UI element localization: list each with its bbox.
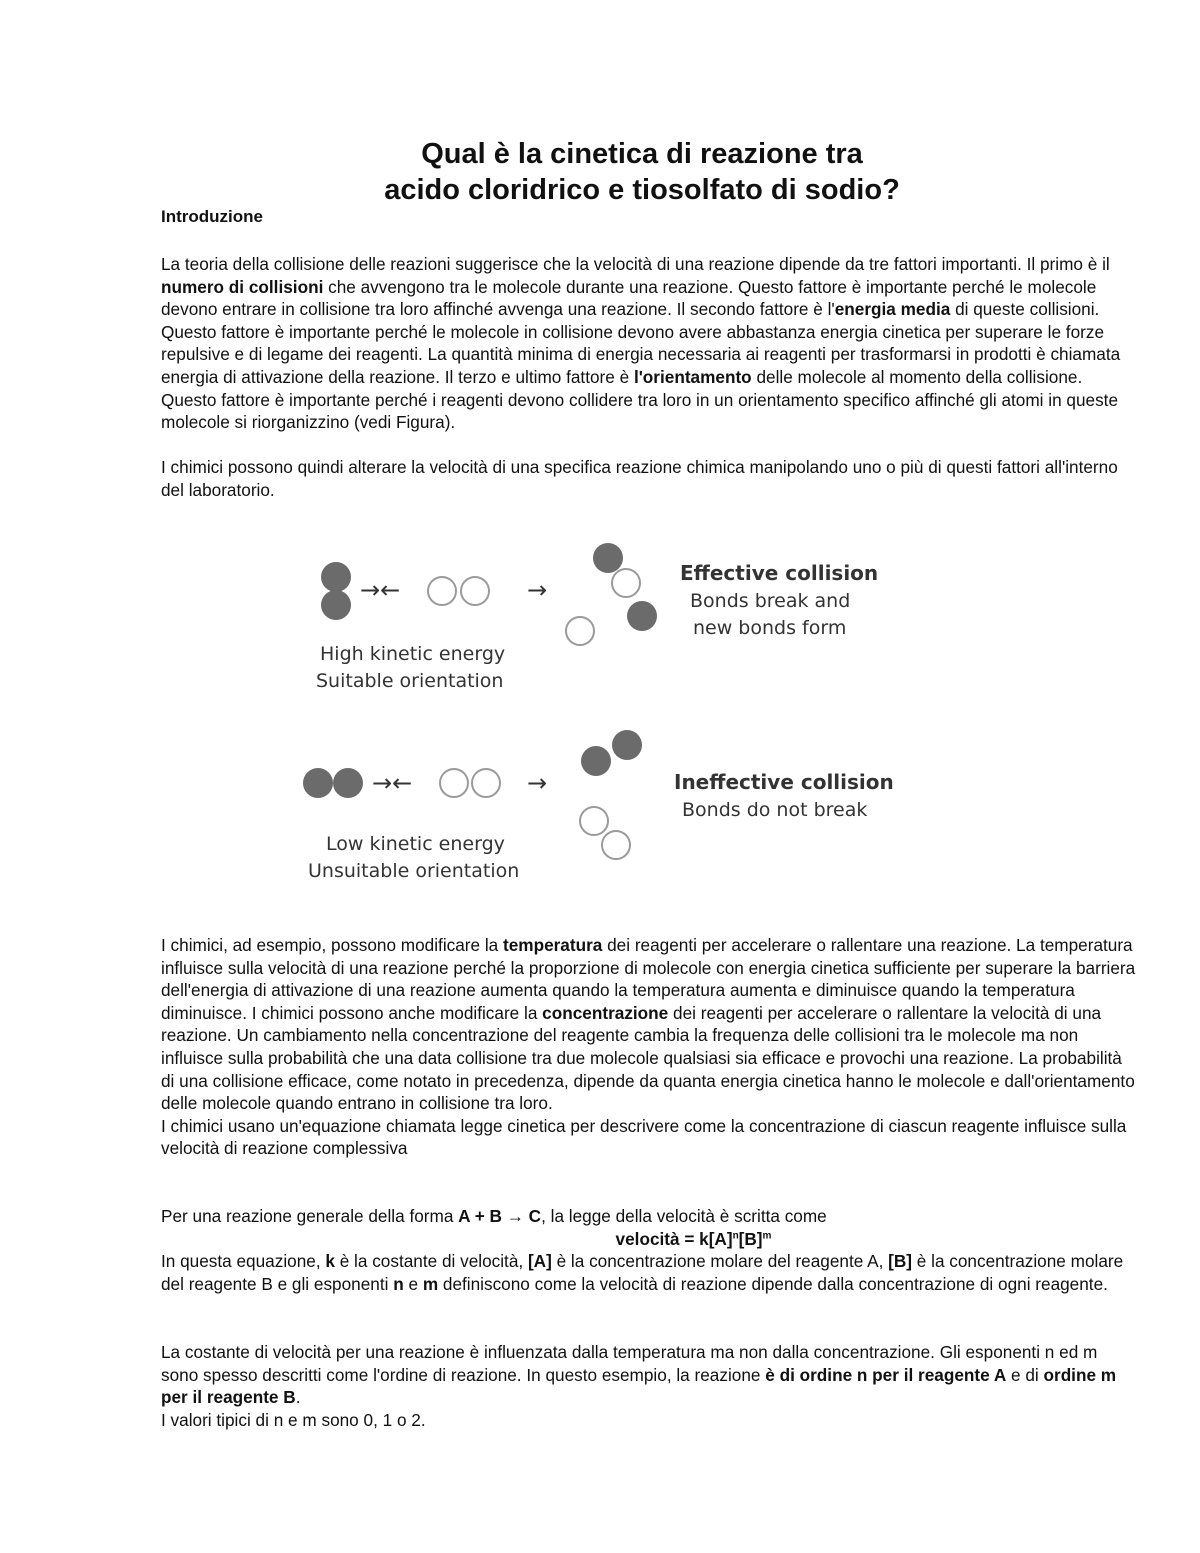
molecule-atom-filled <box>333 768 363 798</box>
molecule-atom-outline <box>428 577 456 605</box>
molecule-atom-outline <box>602 831 630 859</box>
ineffective-collision-line1: Bonds do not break <box>682 799 868 821</box>
bold-term: ordine m per il reagente B <box>161 1364 1117 1408</box>
paragraph-chemists-alter: I chimici possono quindi alterare la velocità di una specifica reazione chimica manipolando uno o più di questi fattori all'interno del laboratorio. <box>161 457 1118 500</box>
ineffective-collision-title: Ineffective collision <box>674 770 894 794</box>
suitable-orientation-caption: Suitable orientation <box>316 670 504 692</box>
paragraph-temperature-concentration: I chimici, ad esempio, possono modificare la temperatura dei reagenti per accelerare o rallentare una reazione. La temperatura influisce sulla velocità di una reazione perché la proporzione di molecole con energia cinetica sufficiente per superare la barriera dell'energia di attivazione di una reazione aumenta quando la temperatura aumenta e diminuisce quando la temperatura diminuisce. I chimici possono anche modificare la concentrazione dei reagenti per accelerare o rallentare la velocità di una reazione. Un cambiamento nella concentrazione del reagente cambia la frequenza delle collisioni tra le molecole ma non influisce sulla probabilità che una data collisione tra due molecole qualsiasi sia efficace e provochi una reazione. La probabilità di una collisione efficace, come notato in precedenza, dipende da quanta energia cinetica hanno le molecole e dall'orientamento delle molecole quando entrano in collisione tra loro. I chimici usano un'equazione chiamata legge cinetica per descrivere come la concentrazione di ciascun reagente influisce sulla velocità di reazione complessiva <box>161 935 1136 1159</box>
molecule-atom-outline <box>440 769 468 797</box>
result-arrow: → <box>527 769 548 797</box>
collision-diagram <box>290 535 910 895</box>
molecule-atom-filled <box>321 562 351 592</box>
bold-term: è di ordine n per il reagente A <box>765 1364 1007 1385</box>
collision-figure <box>290 535 910 895</box>
bold-term: energia media <box>834 299 951 320</box>
molecule-atom-filled <box>581 746 611 776</box>
unsuitable-orientation-caption: Unsuitable orientation <box>308 860 520 882</box>
molecule-atom-filled <box>303 768 333 798</box>
molecule-atom-outline <box>461 577 489 605</box>
low-energy-caption: Low kinetic energy <box>326 833 505 855</box>
paragraph-collision-theory: La teoria della collisione delle reazioni suggerisce che la velocità di una reazione dipende da tre fattori importanti. Il primo è il numero di collisioni che avvengono tra le molecole durante una reazione. Questo fattore è importante perché le molecole devono entrare in collisione tra loro affinché avvenga una reazione. Il secondo fattore è l'energia media di queste collisioni. Questo fattore è importante perché le molecole in collisione devono avere abbastanza energia cinetica per superare le forze repulsive e di legame dei reagenti. La quantità minima di energia necessaria ai reagenti per trasformarsi in prodotti è chiamata energia di attivazione della reazione. Il terzo e ultimo fattore è l'orientamento delle molecole al momento della collisione. Questo fattore è importante perché i reagenti devono collidere tra loro in un orientamento specifico affinché gli atomi in queste molecole si riorganizzino (vedi Figura). <box>161 254 1121 433</box>
page-title <box>0 136 1200 208</box>
title-line-2: acido cloridrico e tiosolfato di sodio? <box>384 174 900 206</box>
rate-law-equation: velocità = $k[A]^n[B]^m$ <box>615 1228 772 1249</box>
approach-arrows: →← <box>360 576 401 604</box>
bold-term: temperatura <box>503 935 603 955</box>
molecule-atom-filled <box>612 730 642 760</box>
reaction-equation: A + B → C <box>458 1206 542 1226</box>
intro-heading: Introduzione <box>161 207 263 226</box>
effective-collision-line2: new bonds form <box>693 617 847 639</box>
molecule-atom-outline <box>472 769 500 797</box>
molecule-atom-outline <box>580 807 608 835</box>
bold-term: l'orientamento <box>633 366 752 387</box>
result-arrow: → <box>527 576 548 604</box>
bold-term: numero di collisioni <box>161 276 324 297</box>
molecule-atom-filled <box>593 543 623 573</box>
title-line-1: Qual è la cinetica di reazione tra <box>421 138 863 170</box>
molecule-atom-filled <box>321 590 351 620</box>
approach-arrows: →← <box>372 769 413 797</box>
paragraph-rate-law: Per una reazione generale della forma A + B → C, la legge della velocità è scritta come velocità = $k[A]^n[B]^m$ In questa equazione, k è la costante di velocità, [A] è la concentrazione molare del reagente A, [B] è la concentrazione molare del reagente B e gli esponenti n e m definiscono come la velocità di reazione dipende dalla concentrazione di ogni reagente. <box>161 1205 1136 1295</box>
bold-term: concentrazione <box>542 1002 669 1023</box>
paragraph-reaction-order: La costante di velocità per una reazione è influenzata dalla temperatura ma non dalla concentrazione. Gli esponenti n ed m sono spesso descritti come l'ordine di reazione. In questo esempio, la reazione è di ordine n per il reagente A e di ordine m per il reagente B. I valori tipici di n e m sono 0, 1 o 2. <box>161 1342 1117 1430</box>
effective-collision-line1: Bonds break and <box>690 590 851 612</box>
molecule-atom-outline <box>612 569 640 597</box>
molecule-atom-filled <box>627 601 657 631</box>
effective-collision-title: Effective collision <box>680 561 879 585</box>
high-energy-caption: High kinetic energy <box>320 643 506 665</box>
molecule-atom-outline <box>566 617 594 645</box>
